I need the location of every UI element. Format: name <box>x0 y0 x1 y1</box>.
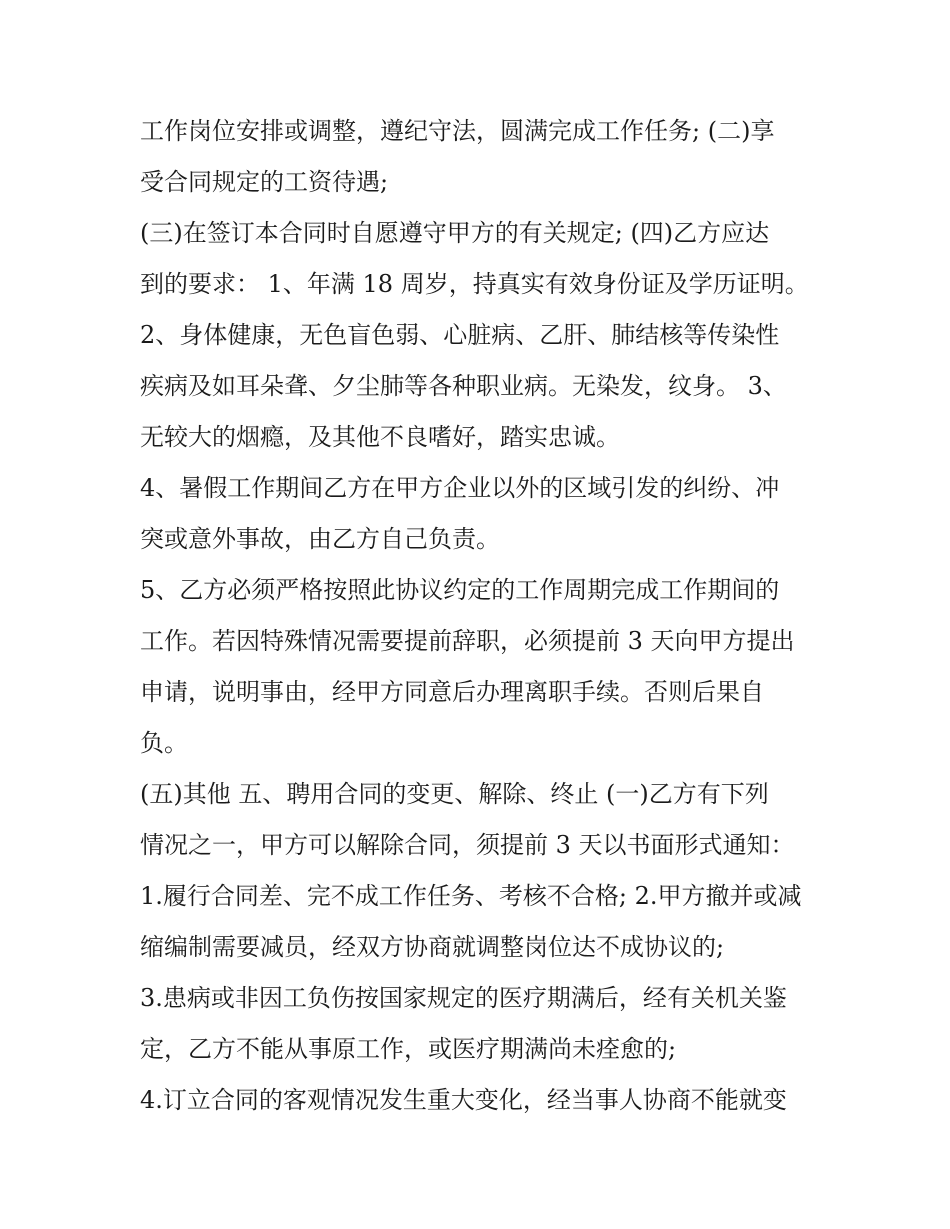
text-line: 到的要求： 1、年满 18 周岁，持真实有效身份证及学历证明。 <box>140 270 809 298</box>
text-line: 疾病及如耳朵聋、夕尘肺等各种职业病。无染发，纹身。 3、 <box>140 372 787 400</box>
text-line: 2、身体健康，无色盲色弱、心脏病、乙肝、肺结核等传染性 <box>140 321 780 349</box>
text-line: 申请，说明事由，经甲方同意后办理离职手续。否则后果自 <box>140 678 764 706</box>
text-line: 情况之一，甲方可以解除合同，须提前 3 天以书面形式通知： <box>140 831 795 859</box>
text-line: (五)其他 五、聘用合同的变更、解除、终止 (一)乙方有下列 <box>140 780 769 808</box>
text-line: 1.履行合同差、完不成工作任务、考核不合格; 2.甲方撤并或减 <box>140 882 802 910</box>
text-line: 无较大的烟瘾，及其他不良嗜好，踏实忠诚。 <box>140 423 620 451</box>
text-line: (三)在签订本合同时自愿遵守甲方的有关规定; (四)乙方应达 <box>140 219 770 247</box>
text-line: 负。 <box>140 729 188 757</box>
text-line: 工作岗位安排或调整，遵纪守法，圆满完成工作任务; (二)享 <box>140 117 775 145</box>
text-line: 受合同规定的工资待遇; <box>140 168 389 196</box>
text-line: 3.患病或非因工负伤按国家规定的医疗期满后，经有关机关鉴 <box>140 984 787 1012</box>
text-line: 定，乙方不能从事原工作，或医疗期满尚未痊愈的; <box>140 1035 677 1063</box>
text-line: 5、乙方必须严格按照此协议约定的工作周期完成工作期间的 <box>140 576 780 604</box>
text-line: 4.订立合同的客观情况发生重大变化，经当事人协商不能就变 <box>140 1086 787 1114</box>
text-line: 缩编制需要减员，经双方协商就调整岗位达不成协议的; <box>140 933 725 961</box>
text-line: 突或意外事故，由乙方自己负责。 <box>140 525 500 553</box>
text-line: 4、暑假工作期间乙方在甲方企业以外的区域引发的纠纷、冲 <box>140 474 780 502</box>
text-line: 工作。若因特殊情况需要提前辞职，必须提前 3 天向甲方提出 <box>140 627 795 655</box>
